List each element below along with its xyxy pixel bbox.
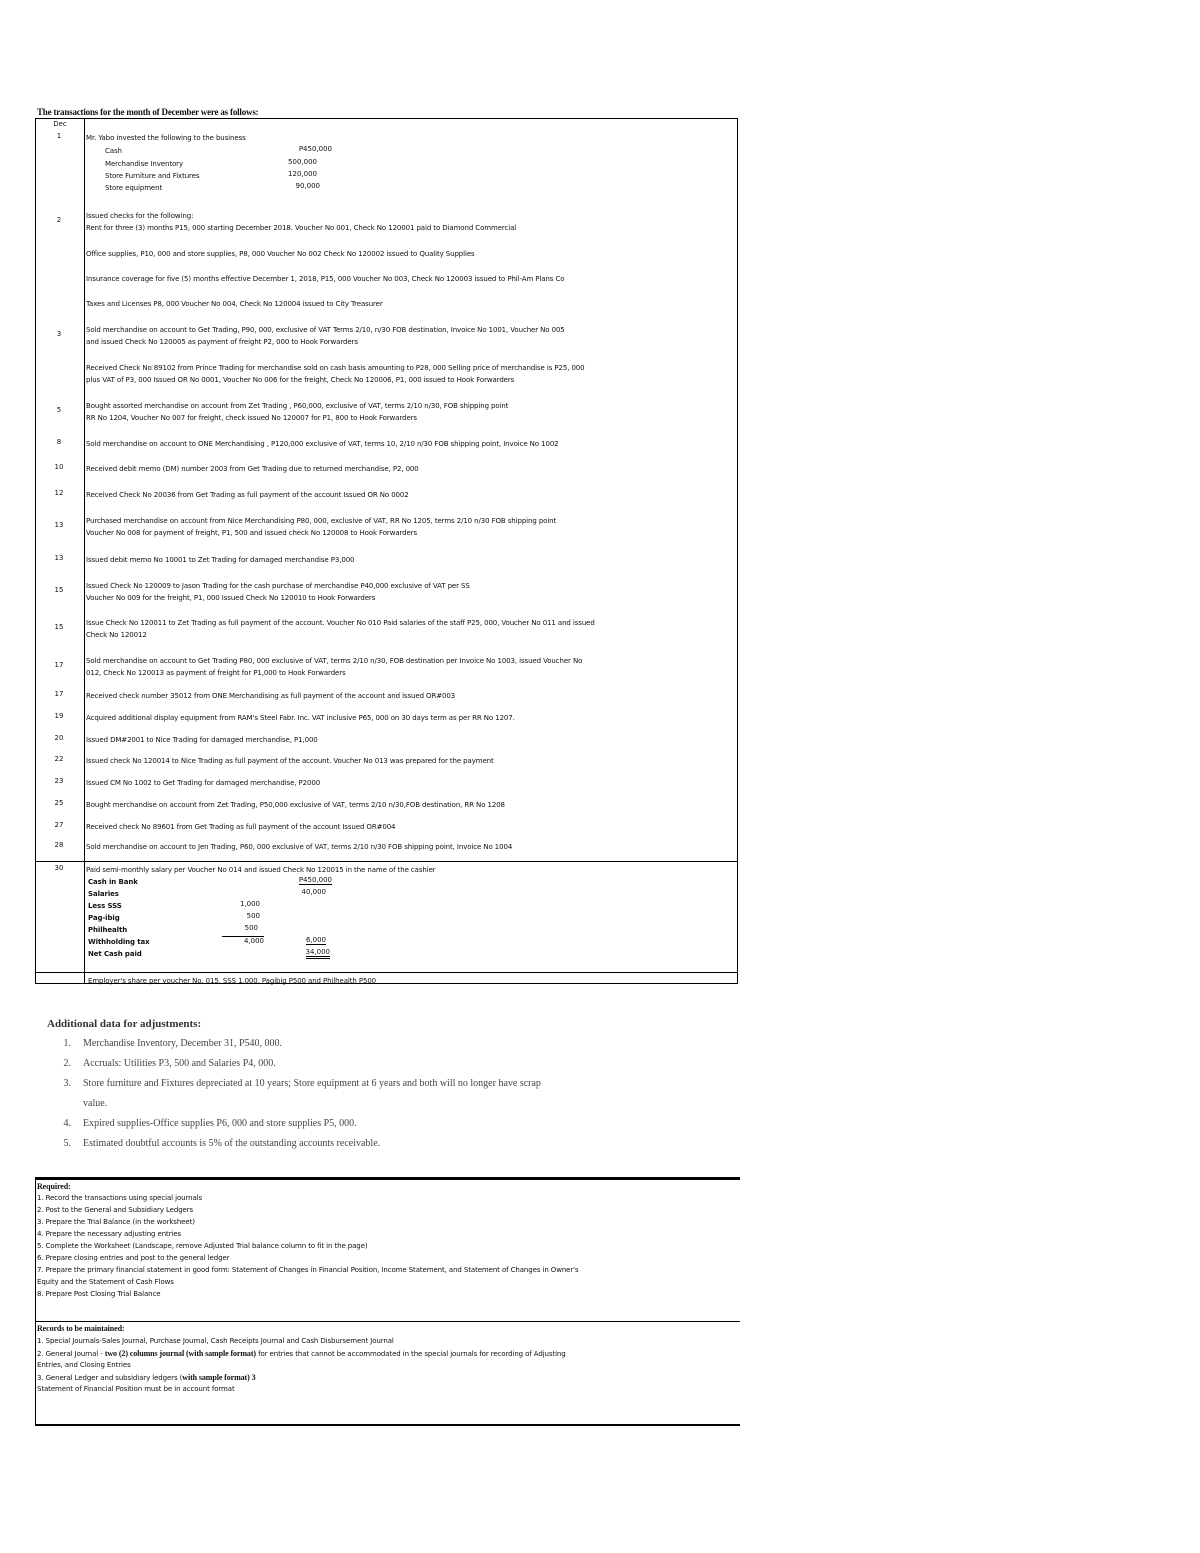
adjustment-number: 4.: [63, 1118, 71, 1129]
header-date: Dec: [53, 120, 67, 128]
payroll-amount: 500: [244, 924, 258, 932]
transaction-text: Received check number 35012 from ONE Merchandising as full payment of the account and issued OR#003: [86, 692, 456, 700]
adjustments-title: Additional data for adjustments:: [47, 1018, 202, 1030]
investment-label: Store Furniture and Fixtures: [105, 172, 200, 180]
transaction-date: 12: [54, 489, 64, 497]
transaction-text: Issued Check No 120009 to Jason Trading for the cash purchase of merchandise P40,000 exclusive of VAT per SS: [86, 582, 470, 590]
investment-amount: 500,000: [288, 158, 317, 166]
transaction-text: Voucher No 009 for the freight, P1, 000 Issued Check No 120010 to Hook Forwarders: [86, 594, 376, 602]
transaction-text: Issued CM No 1002 to Get Trading for damaged merchandise, P2000: [86, 779, 321, 787]
records-line: 1. Special Journals-Sales Journal, Purchase Journal, Cash Receipts Journal and Cash Disbursement Journal: [37, 1337, 394, 1345]
transaction-date: 3: [56, 330, 62, 338]
page-title: The transactions for the month of December were as follows:: [37, 107, 259, 117]
adjustment-item: Store furniture and Fixtures depreciated at 10 years; Store equipment at 6 years and both will no longer have scrap: [83, 1078, 541, 1089]
investment-amount: P450,000: [298, 145, 332, 153]
transaction-date: 17: [54, 661, 64, 669]
transaction-text: Received debit memo (DM) number 2003 from Get Trading due to returned merchandise, P2, 000: [86, 465, 419, 473]
payroll-amount: 6,000: [305, 936, 326, 944]
transaction-text: Received check No 89601 from Get Trading as full payment of the account Issued OR#004: [86, 823, 396, 831]
payroll-label: Less SSS: [88, 902, 122, 910]
investment-amount: 120,000: [288, 170, 317, 178]
investment-label: Cash: [105, 147, 122, 155]
transaction-text: Sold merchandise on account to Get Trading, P90, 000, exclusive of VAT Terms 2/10, n/30 FOB destination, Invoice No 1001, Voucher No 005: [86, 326, 565, 334]
transaction-date: 19: [54, 712, 64, 720]
payroll-amount: 34,000: [306, 948, 331, 959]
transaction-date: 1: [56, 132, 62, 140]
adjustment-number: 5.: [63, 1138, 71, 1149]
transaction-text: Mr. Yabo invested the following to the business: [86, 134, 246, 142]
investment-label: Store equipment: [105, 184, 163, 192]
requirement-item: 7. Prepare the primary financial statement in good form: Statement of Changes in Financial Position, Income Statement, and Statement of Changes in Owner's: [37, 1266, 579, 1274]
requirement-item: 8. Prepare Post Closing Trial Balance: [37, 1290, 161, 1298]
adjustment-item: Merchandise Inventory, December 31, P540, 000.: [83, 1038, 283, 1049]
transaction-text: Bought assorted merchandise on account from Zet Trading , P60,000, exclusive of VAT, terms 2/10 n/30, FOB shipping point: [86, 402, 509, 410]
transaction-text: Received Check No 89102 from Prince Trading for merchandise sold on cash basis amounting to P28, 000 Selling price of merchandise is P25, 000: [86, 364, 585, 372]
transaction-date: 13: [54, 521, 64, 529]
transaction-text: Issued checks for the following:: [86, 212, 194, 220]
adjustment-number: 2.: [63, 1058, 71, 1069]
transaction-date: 8: [56, 438, 62, 446]
transaction-text: RR No 1204, Voucher No 007 for freight, check issued No 120007 for P1, 800 to Hook Forwarders: [86, 414, 417, 422]
adjustment-item: Expired supplies-Office supplies P6, 000 and store supplies P5, 000.: [83, 1118, 357, 1129]
transaction-text: 012, Check No 120013 as payment of freight for P1,000 to Hook Forwarders: [86, 669, 346, 677]
records-line: Entries, and Closing Entries: [37, 1361, 131, 1369]
payroll-amount: 1,000: [239, 900, 260, 908]
payroll-amount: 40,000: [301, 888, 326, 896]
adjustment-item: Estimated doubtful accounts is 5% of the outstanding accounts receivable.: [83, 1138, 381, 1149]
transaction-text: Insurance coverage for five (5) months effective December 1, 2018, P15, 000 Voucher No 003, Check No 120003 issued to Phil-Am Plans Co: [86, 275, 565, 283]
transaction-date: 23: [54, 777, 64, 785]
transaction-date: 15: [54, 623, 64, 631]
requirement-item: 1. Record the transactions using special journals: [37, 1194, 203, 1202]
adjustment-item: Accruals: Utilities P3, 500 and Salaries P4, 000.: [83, 1058, 276, 1069]
payroll-label: Salaries: [88, 890, 119, 898]
transaction-text: Office supplies, P10, 000 and store supplies, P8, 000 Voucher No 002 Check No 120002 issued to Quality Supplies: [86, 250, 475, 258]
adjustment-number: 3.: [63, 1078, 71, 1089]
transaction-date: 30: [54, 864, 64, 872]
transaction-date: 13: [54, 554, 64, 562]
transaction-text: Bought merchandise on account from Zet Trading, P50,000 exclusive of VAT, terms 2/10 n/30,FOB destination, RR No 1208: [86, 801, 505, 809]
payroll-label: Pag-ibig: [88, 914, 120, 922]
transaction-date: 2: [56, 216, 62, 224]
transaction-text: Rent for three (3) months P15, 000 starting December 2018. Voucher No 001, Check No 120001 paid to Diamond Commercial: [86, 224, 517, 232]
records-title: Records to be maintained:: [37, 1324, 125, 1333]
records-line: Statement of Financial Position must be in account format: [37, 1385, 235, 1393]
transaction-date: 5: [56, 406, 62, 414]
transaction-text: Voucher No 008 for payment of freight, P1, 500 and issued check No 120008 to Hook Forwarders: [86, 529, 418, 537]
requirement-item: 4. Prepare the necessary adjusting entries: [37, 1230, 182, 1238]
transaction-text: Paid semi-monthly salary per Voucher No 014 and issued Check No 120015 in the name of the cashier: [86, 866, 436, 874]
employer-share-note: Employer's share per voucher No. 015, SSS 1,000, Pagibig P500 and Philhealth P500: [88, 977, 377, 985]
requirement-item: Equity and the Statement of Cash Flows: [37, 1278, 174, 1286]
requirement-item: 6. Prepare closing entries and post to the general ledger: [37, 1254, 230, 1262]
transaction-text: Check No 120012: [86, 631, 147, 639]
transaction-text: plus VAT of P3, 000 Issued OR No 0001, Voucher No 006 for the freight, Check No 120006, P1, 000 issued to Hook Forwarders: [86, 376, 515, 384]
transaction-text: Sold merchandise on account to Get Trading P80, 000 exclusive of VAT, terms 2/10 n/30, FOB destination per Invoice No 1003, issued Voucher No: [86, 657, 583, 665]
records-line: 3. General Ledger and subsidiary ledgers (with sample format) 3: [37, 1373, 256, 1382]
requirement-item: 5. Complete the Worksheet (Landscape, remove Adjusted Trial balance column to fit in the page): [37, 1242, 368, 1250]
transaction-text: Sold merchandise on account to Jen Trading, P60, 000 exclusive of VAT, terms 2/10 n/30 FOB shipping point, Invoice No 1004: [86, 843, 513, 851]
requirement-item: 3. Prepare the Trial Balance (in the worksheet): [37, 1218, 195, 1226]
transaction-date: 28: [54, 841, 64, 849]
transaction-date: 17: [54, 690, 64, 698]
transaction-date: 25: [54, 799, 64, 807]
transaction-text: Issued DM#2001 to Nice Trading for damaged merchandise, P1,000: [86, 736, 318, 744]
investment-amount: 90,000: [295, 182, 320, 190]
requirements-title: Required:: [37, 1182, 71, 1191]
transaction-date: 27: [54, 821, 64, 829]
transaction-text: Sold merchandise on account to ONE Merchandising , P120,000 exclusive of VAT, terms 10, 2/10 n/30 FOB shipping point, Invoice No 1002: [86, 440, 559, 448]
transaction-text: Issue Check No 120011 to Zet Trading as full payment of the account. Voucher No 010 Paid salaries of the staff P25, 000, Voucher No 011 and issued: [86, 619, 595, 627]
payroll-amount: 500: [246, 912, 260, 920]
payroll-label: Withholding tax: [88, 938, 150, 946]
transaction-text: Taxes and Licenses P8, 000 Voucher No 004, Check No 120004 issued to City Treasurer: [86, 300, 383, 308]
payroll-label: Net Cash paid: [88, 950, 142, 958]
transaction-text: Received Check No 20036 from Get Trading as full payment of the account Issued OR No 0002: [86, 491, 409, 499]
transaction-date: 22: [54, 755, 64, 763]
payroll-amount: P450,000: [298, 876, 332, 884]
transaction-date: 10: [54, 463, 64, 471]
requirement-item: 2. Post to the General and Subsidiary Ledgers: [37, 1206, 194, 1214]
adjustment-number: 1.: [63, 1038, 71, 1049]
payroll-label: Philhealth: [88, 926, 128, 934]
row-divider: [36, 972, 737, 973]
records-line: 2. General Journal - two (2) columns journal (with sample format) for entries that cannot be accommodated in the special journals for recording of Adjusting: [37, 1349, 566, 1358]
payroll-label: Cash in Bank: [88, 878, 138, 886]
transaction-text: Acquired additional display equipment from RAM's Steel Fabr. Inc. VAT inclusive P65, 000 on 30 days term as per RR No 1207.: [86, 714, 515, 722]
transaction-date: 20: [54, 734, 64, 742]
requirements-divider: [35, 1321, 740, 1322]
transaction-text: and issued Check No 120005 as payment of freight P2, 000 to Hook Forwarders: [86, 338, 358, 346]
transaction-text: Issued debit memo No 10001 to Zet Trading for damaged merchandise P3,000: [86, 556, 355, 564]
column-divider: [84, 119, 85, 983]
transaction-text: Purchased merchandise on account from Nice Merchandising P80, 000, exclusive of VAT, RR No 1205, terms 2/10 n/30 FOB shipping point: [86, 517, 557, 525]
adjustment-item: value.: [83, 1098, 108, 1109]
investment-label: Merchandise Inventory: [105, 160, 183, 168]
row-divider: [36, 861, 737, 862]
payroll-amount: 4,000: [222, 936, 264, 945]
transaction-text: Issued check No 120014 to Nice Trading as full payment of the account. Voucher No 013 was prepared for the payment: [86, 757, 494, 765]
transaction-date: 15: [54, 586, 64, 594]
